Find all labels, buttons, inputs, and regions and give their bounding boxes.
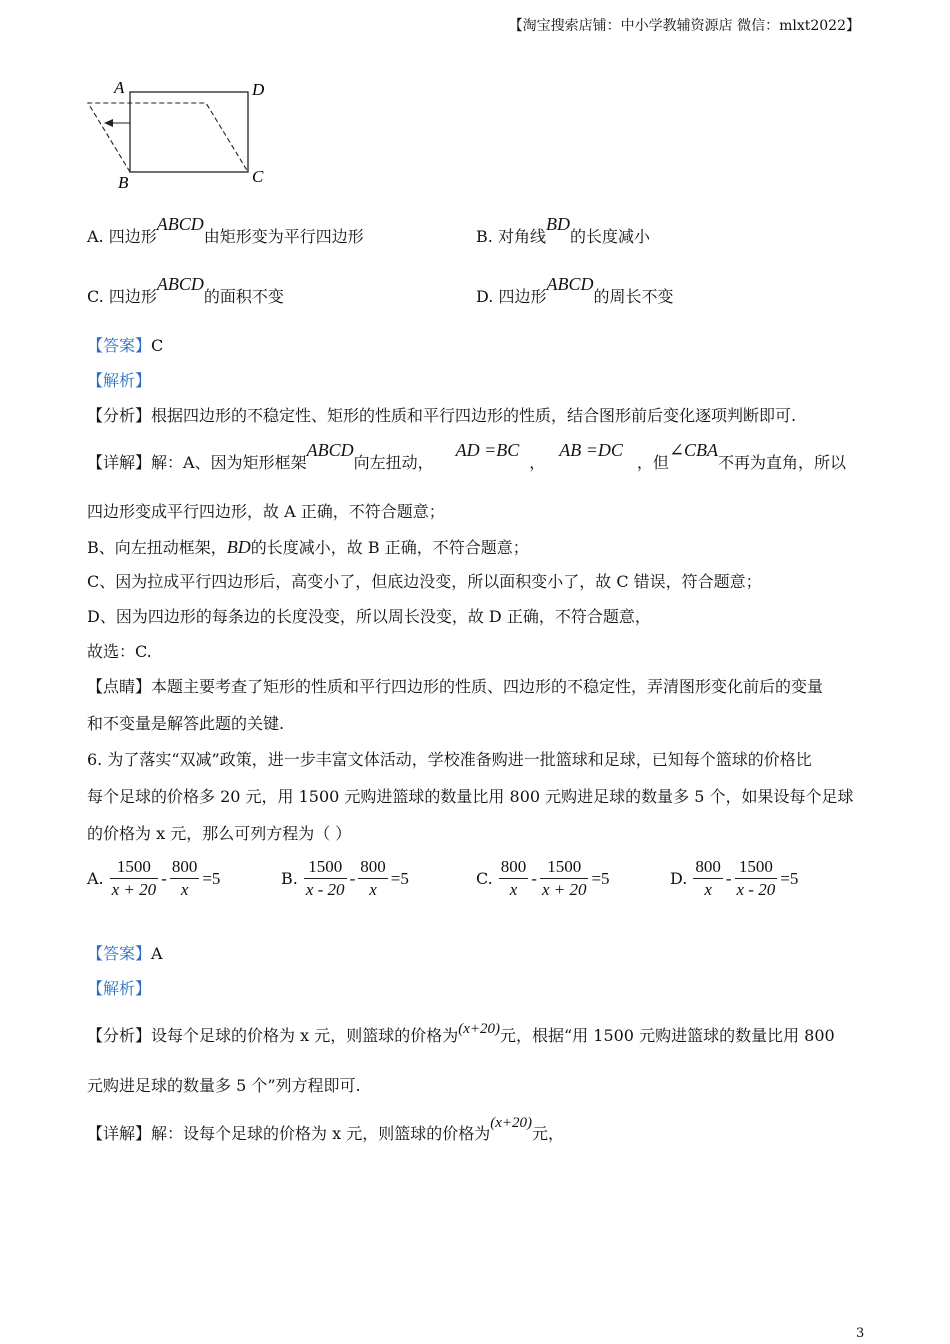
q6-analysis-tag: 【解析】 xyxy=(87,979,152,998)
arrow-head xyxy=(104,119,113,127)
q5-option-a: A. 四边形ABCD由矩形变为平行四边形 xyxy=(87,214,364,246)
q6-answer: 【答案】A xyxy=(87,944,163,963)
q6-option-c: C. $\frac{800}{x}$ - $\frac{1500}{x + 20}$ =5 xyxy=(476,857,610,899)
q6-option-b: B. $\frac{1500}{x - 20}$ - $\frac{800}{x}$ =5 xyxy=(281,857,409,899)
answer-tag: 【答案】 xyxy=(87,336,152,355)
q6-option-a: A. $\frac{1500}{x + 20}$ - $\frac{800}{x}$ =5 xyxy=(87,857,221,899)
q5-option-b: B. 对角线BD的长度减小 xyxy=(476,214,650,246)
label-c: C xyxy=(252,167,264,186)
page-number: 3 xyxy=(856,1326,865,1341)
q5-analysis-tag: 【解析】 xyxy=(87,371,152,390)
q6-stem-line3: 的价格为 x 元，那么可列方程为（ ） xyxy=(87,824,352,843)
q5-detail-line3: B、向左扭动框架，BD的长度减小，故 B 正确，不符合题意； xyxy=(87,537,529,557)
label-b: B xyxy=(118,173,129,192)
q5-option-c: C. 四边形ABCD的面积不变 xyxy=(87,274,284,306)
label-a: A xyxy=(114,78,125,97)
q5-detail-line1: 【详解】解：A、因为矩形框架ABCD向左扭动，AD =BC，AB =DC，但∠CBA不再为直角，所以 xyxy=(87,440,847,472)
rectangle-parallelogram-figure xyxy=(80,76,280,194)
answer-tag: 【答案】 xyxy=(87,944,152,963)
q5-dianjing-line2: 和不变量是解答此题的关键. xyxy=(87,714,285,733)
q6-detail-line1: 【详解】解：设每个足球的价格为 x 元，则篮球的价格为(x+20)元， xyxy=(87,1115,565,1143)
q6-stem-line2: 每个足球的价格多 20 元，用 1500 元购进篮球的数量比用 800 元购进足球的数量多 5 个，如果设每个足球 xyxy=(87,787,854,806)
q6-option-d: D. $\frac{800}{x}$ - $\frac{1500}{x - 20}$ =5 xyxy=(670,857,799,899)
q5-dianjing-line1: 【点睛】本题主要考查了矩形的性质和平行四边形的性质、四边形的不稳定性，弄清图形变化前后的变量 xyxy=(87,677,824,696)
q5-detail-line6: 故选：C. xyxy=(87,642,152,661)
q5-detail-line2: 四边形变成平行四边形，故 A 正确，不符合题意； xyxy=(87,502,445,521)
shop-header: 【淘宝搜索店铺：中小学教辅资源店 微信：mlxt2022】 xyxy=(508,18,860,34)
parallelogram-dashed xyxy=(88,103,248,172)
q5-option-d: D. 四边形ABCD的周长不变 xyxy=(476,274,674,306)
q5-fenxi: 【分析】根据四边形的不稳定性、矩形的性质和平行四边形的性质，结合图形前后变化逐项判断即可. xyxy=(87,406,797,425)
q5-answer: 【答案】C xyxy=(87,336,164,355)
label-d: D xyxy=(252,80,265,99)
q5-detail-line5: D、因为四边形的每条边的长度没变，所以周长没变，故 D 正确，不符合题意， xyxy=(87,607,651,626)
rectangle-abcd xyxy=(130,92,248,172)
q5-detail-line4: C、因为拉成平行四边形后，高变小了，但底边没变，所以面积变小了，故 C 错误，符合题意； xyxy=(87,572,762,591)
q6-stem-line1: 6. 为了落实“双减”政策，进一步丰富文体活动，学校准备购进一批篮球和足球，已知每个篮球的价格比 xyxy=(87,750,812,769)
q6-fenxi-line2: 元购进足球的数量多 5 个”列方程即可. xyxy=(87,1076,361,1095)
q6-fenxi-line1: 【分析】设每个足球的价格为 x 元，则篮球的价格为(x+20)元，根据“用 1500 元购进篮球的数量比用 800 xyxy=(87,1021,835,1045)
